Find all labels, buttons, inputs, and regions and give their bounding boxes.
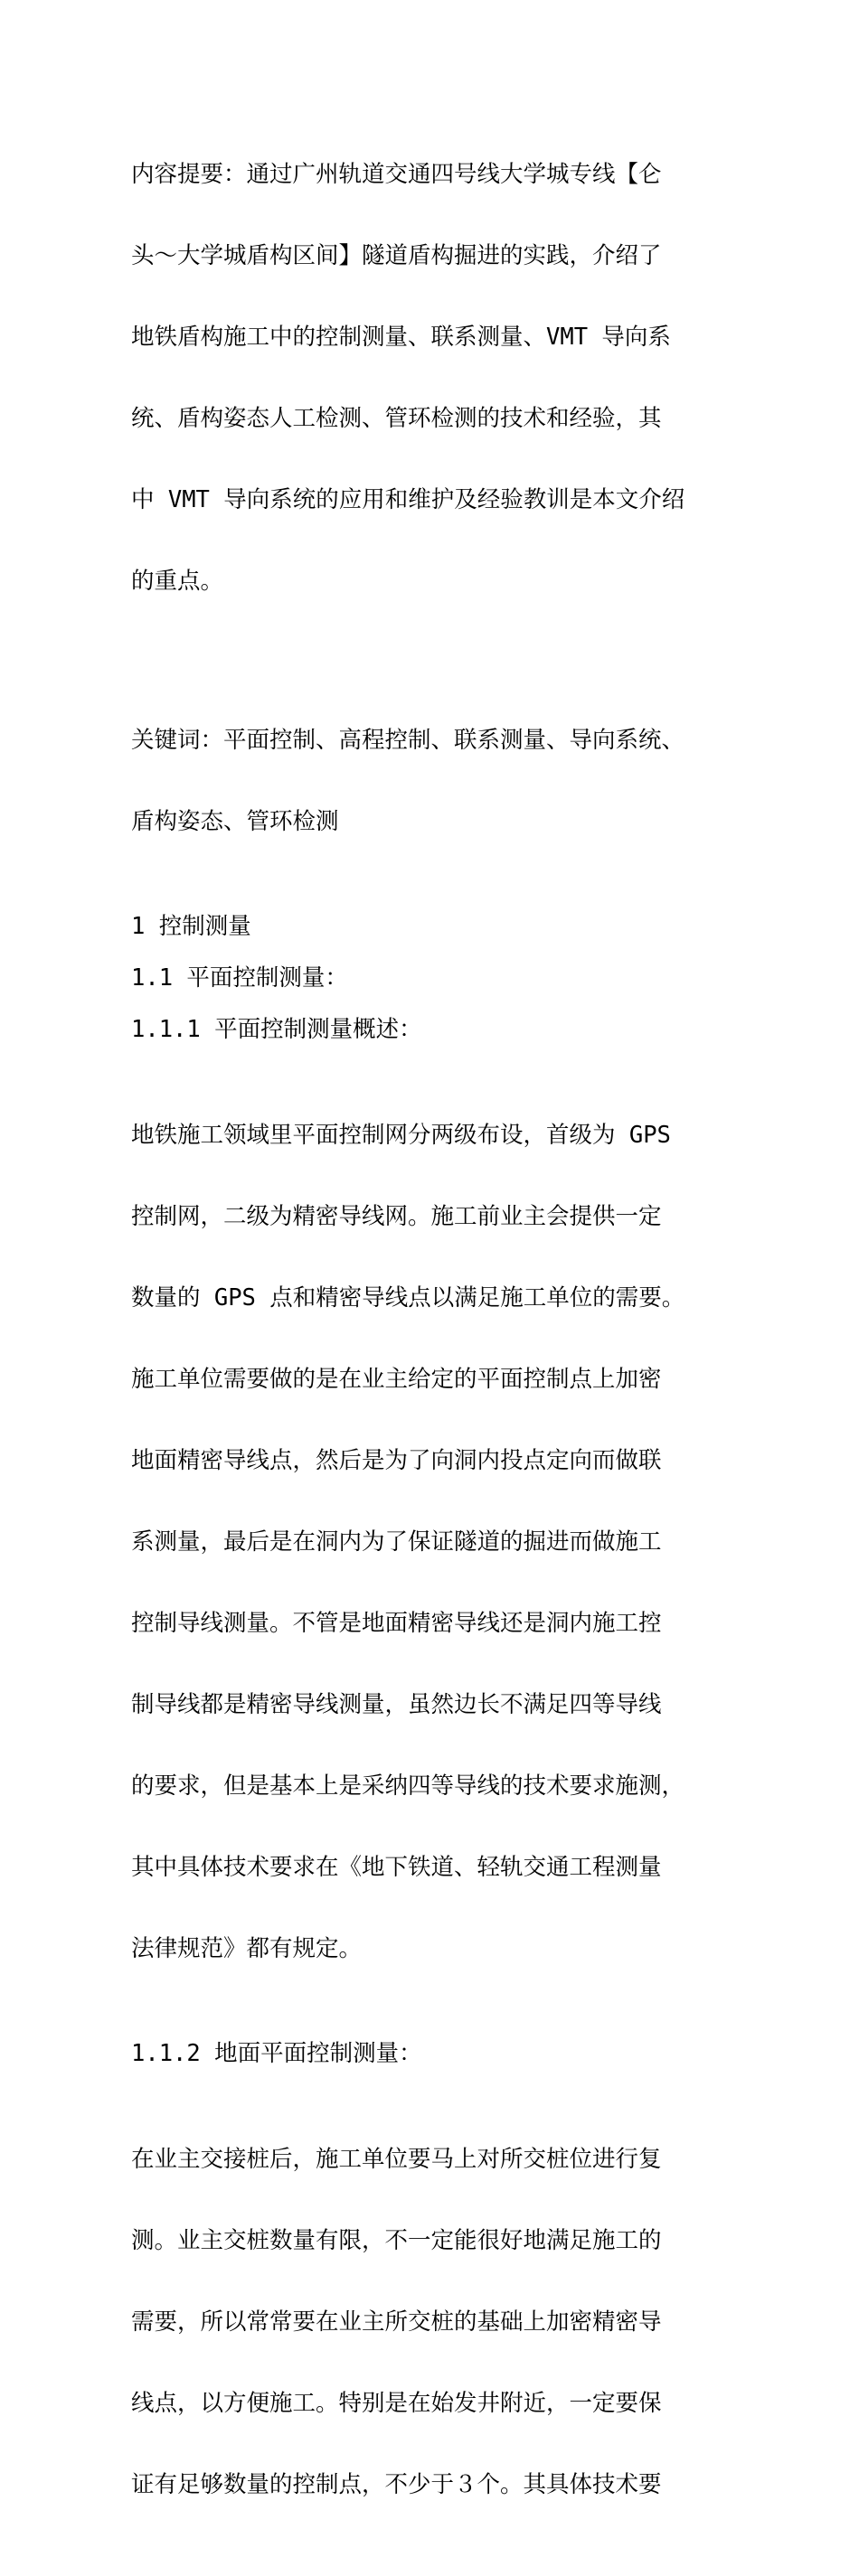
paragraph-line: 需要，所以常常要在业主所交桩的基础上加密精密导 bbox=[131, 2308, 662, 2336]
abstract-paragraph bbox=[131, 107, 746, 649]
section-heading-1-1-2: 1.1.2 地面平面控制测量： bbox=[131, 2040, 422, 2067]
paragraph-line: 在业主交接桩后，施工单位要马上对所交桩位进行复 bbox=[131, 2146, 662, 2173]
paragraph-line: 系测量，最后是在洞内为了保证隧道的掘进而做施工 bbox=[131, 1528, 662, 1556]
paragraph-line: 法律规范》都有规定。 bbox=[131, 1935, 363, 1962]
abstract-line: 的重点。 bbox=[131, 568, 224, 595]
abstract-line: 中 VMT 导向系统的应用和维护及经验教训是本文介绍 bbox=[131, 486, 685, 513]
paragraph-line: 线点，以方便施工。特别是在始发井附近，一定要保 bbox=[131, 2390, 662, 2417]
abstract-line: 地铁盾构施工中的控制测量、联系测量、VMT 导向系 bbox=[131, 324, 671, 351]
paragraph-line: 的要求，但是基本上是采纳四等导线的技术要求施测， bbox=[131, 1772, 685, 1800]
paragraph-line: 地铁施工领域里平面控制网分两级布设，首级为 GPS bbox=[131, 1122, 671, 1149]
abstract-line: 统、盾构姿态人工检测、管环检测的技术和经验，其 bbox=[131, 405, 662, 432]
section-heading-1-1: 1.1 平面控制测量： bbox=[131, 964, 348, 992]
document-body bbox=[131, 107, 746, 2576]
section-heading-1: 1 控制测量 bbox=[131, 913, 251, 940]
paragraph-line: 测。业主交桩数量有限，不一定能很好地满足施工的 bbox=[131, 2227, 662, 2254]
paragraph-line: 其中具体技术要求在《地下铁道、轻轨交通工程测量 bbox=[131, 1854, 662, 1881]
keywords-line: 关键词：平面控制、高程控制、联系测量、导向系统、 bbox=[131, 727, 685, 754]
overview-paragraph bbox=[131, 1067, 746, 2017]
ground-control-paragraph bbox=[131, 2092, 746, 2552]
paragraph-line: 施工单位需要做的是在业主给定的平面控制点上加密 bbox=[131, 1366, 662, 1393]
paragraph-line: 控制网，二级为精密导线网。施工前业主会提供一定 bbox=[131, 1203, 662, 1230]
abstract-line: 内容提要：通过广州轨道交通四号线大学城专线【仑 bbox=[131, 161, 662, 188]
section-heading-1-1-1: 1.1.1 平面控制测量概述： bbox=[131, 1016, 422, 1043]
paragraph-line: 制导线都是精密导线测量，虽然边长不满足四等导线 bbox=[131, 1691, 662, 1718]
paragraph-line: 地面精密导线点，然后是为了向洞内投点定向而做联 bbox=[131, 1447, 662, 1474]
keywords-paragraph bbox=[131, 672, 746, 889]
abstract-line: 头～大学城盾构区间】隧道盾构掘进的实践，介绍了 bbox=[131, 242, 662, 269]
paragraph-line: 控制导线测量。不管是地面精密导线还是洞内施工控 bbox=[131, 1610, 662, 1637]
paragraph-line: 数量的 GPS 点和精密导线点以满足施工单位的需要。 bbox=[131, 1284, 685, 1312]
paragraph-line: 证有足够数量的控制点，不少于３个。其具体技术要 bbox=[131, 2471, 662, 2498]
keywords-line: 盾构姿态、管环检测 bbox=[131, 808, 339, 835]
